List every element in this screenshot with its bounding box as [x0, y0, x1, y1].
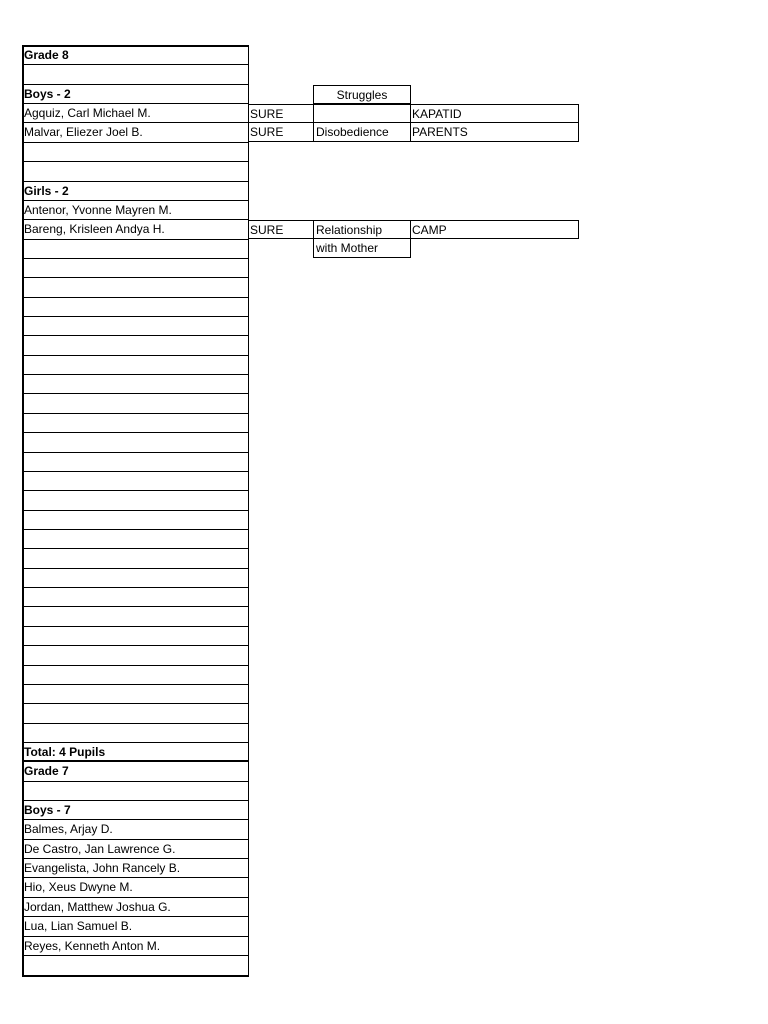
pupil-list-cell[interactable]: Reyes, Kenneth Anton M. [22, 937, 248, 956]
pupil-list-cell[interactable]: Evangelista, John Rancely B. [22, 859, 248, 878]
malvar-status-cell[interactable]: SURE [248, 123, 313, 142]
pupil-list-cell[interactable]: Balmes, Arjay D. [22, 820, 248, 839]
pupil-list-cell[interactable]: Jordan, Matthew Joshua G. [22, 898, 248, 917]
pupil-list-cell[interactable]: Boys - 2 [22, 85, 248, 104]
bareng-note-cell[interactable]: CAMP [410, 220, 579, 239]
pupil-list-cell[interactable]: De Castro, Jan Lawrence G. [22, 840, 248, 859]
pupil-list-cell[interactable]: Hio, Xeus Dwyne M. [22, 878, 248, 897]
malvar-struggle-cell[interactable]: Disobedience [313, 123, 411, 142]
agquiz-status-cell[interactable]: SURE [248, 104, 313, 123]
agquiz-struggle-cell[interactable] [313, 104, 411, 123]
pupil-list-cell[interactable]: Grade 8 [22, 46, 248, 65]
pupil-list-cell[interactable]: Antenor, Yvonne Mayren M. [22, 201, 248, 220]
pupil-list-cell[interactable]: Agquiz, Carl Michael M. [22, 104, 248, 123]
pupil-list-cell[interactable]: Bareng, Krisleen Andya H. [22, 220, 248, 239]
pupil-list-cell[interactable]: Boys - 7 [22, 801, 248, 820]
bareng-struggle-continued-cell[interactable]: with Mother [313, 239, 411, 258]
pupil-list-cell[interactable]: Grade 7 [22, 762, 248, 781]
agquiz-note-cell[interactable]: KAPATID [410, 104, 579, 123]
bareng-status-cell[interactable]: SURE [248, 220, 313, 239]
bareng-struggle-cell[interactable]: Relationship [313, 220, 411, 239]
pupil-list-cell[interactable]: Girls - 2 [22, 182, 248, 201]
pupil-list-cell[interactable]: Lua, Lian Samuel B. [22, 917, 248, 936]
pupil-list-cell[interactable]: Malvar, Eliezer Joel B. [22, 123, 248, 142]
malvar-note-cell[interactable]: PARENTS [410, 123, 579, 142]
pupil-list-cell[interactable]: Total: 4 Pupils [22, 743, 248, 762]
pupil-list-border [22, 45, 249, 977]
struggles-header-cell[interactable]: Struggles [313, 85, 411, 104]
